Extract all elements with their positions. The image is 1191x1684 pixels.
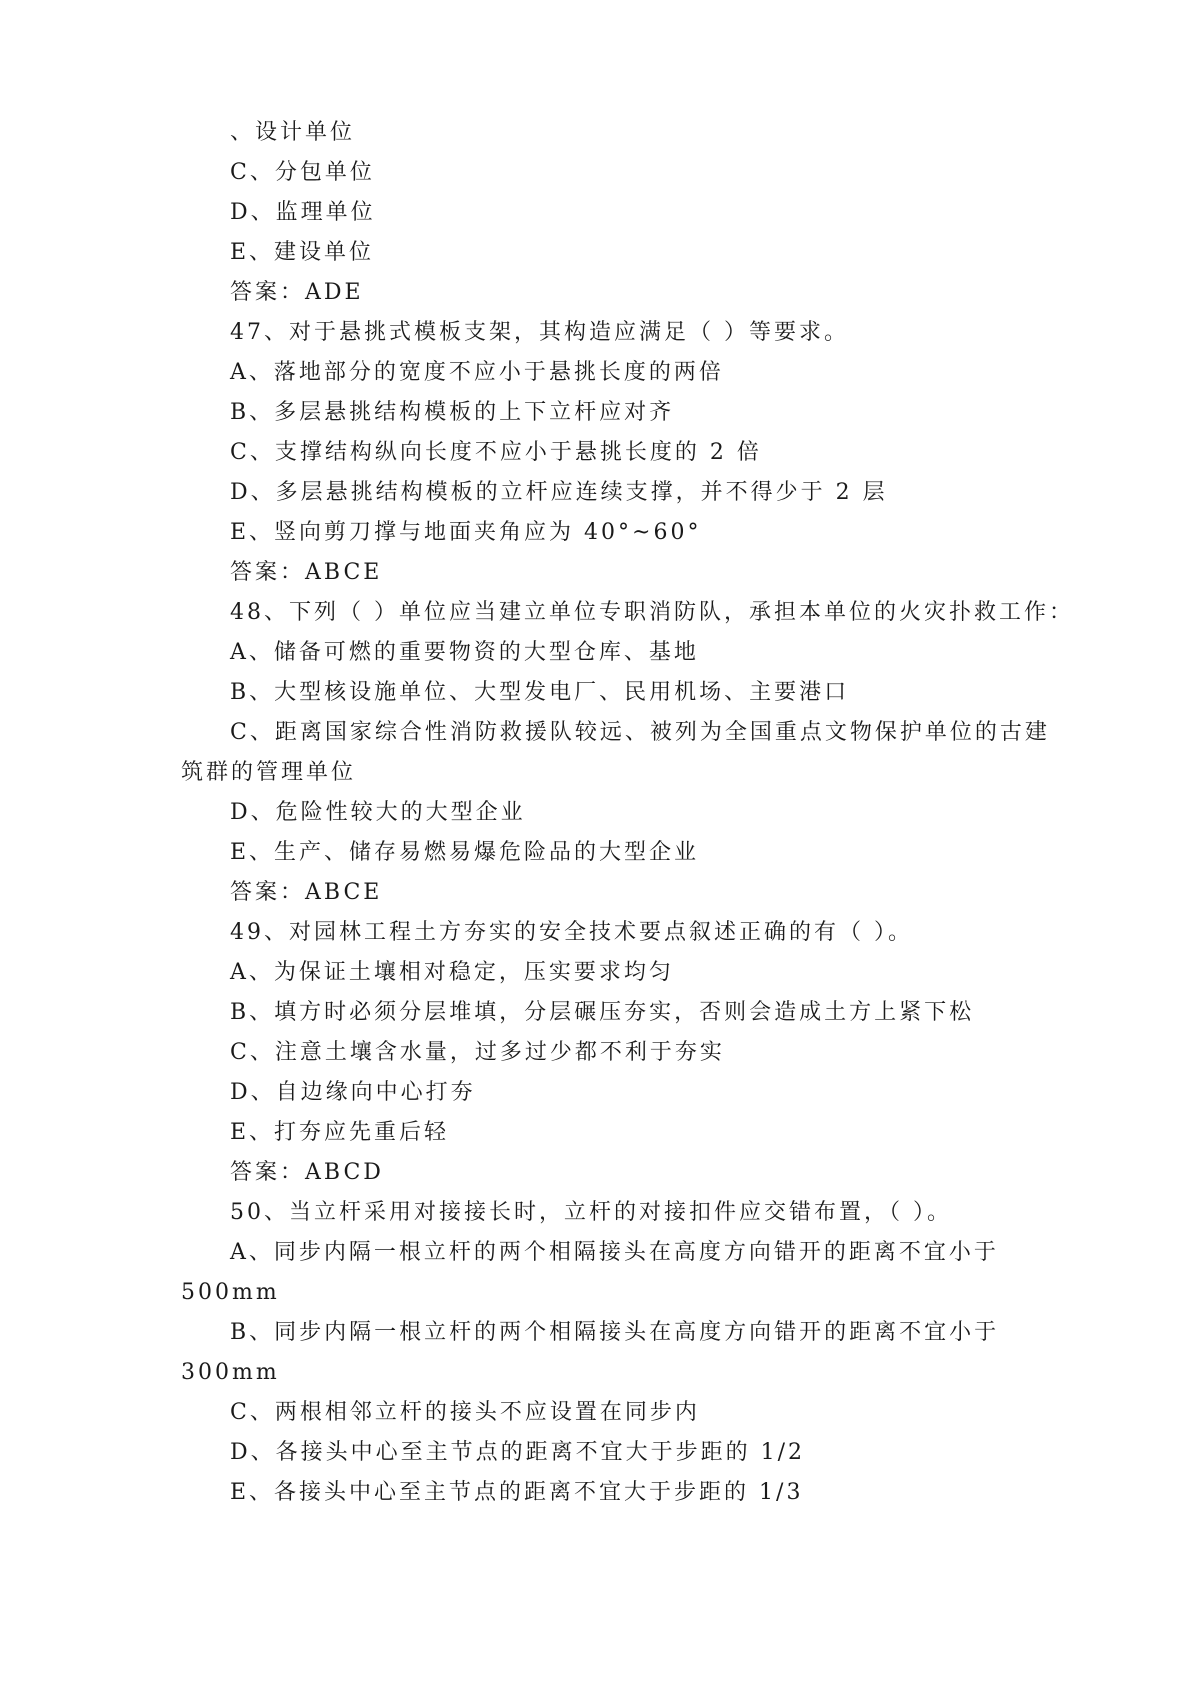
option-line: C、分包单位 — [230, 160, 375, 185]
option-line: C、两根相邻立杆的接头不应设置在同步内 — [230, 1400, 700, 1425]
option-line: B、同步内隔一根立杆的两个相隔接头在高度方向错开的距离不宜小于 — [230, 1320, 1000, 1345]
option-line: C、支撑结构纵向长度不应小于悬挑长度的 2 倍 — [230, 440, 762, 465]
option-line: A、为保证土壤相对稳定，压实要求均匀 — [230, 960, 674, 985]
option-line: E、竖向剪刀撑与地面夹角应为 40°~60° — [230, 520, 702, 545]
option-line-continued: 筑群的管理单位 — [181, 760, 357, 785]
option-line-continued: 500mm — [181, 1280, 280, 1305]
option-line: D、自边缘向中心打夯 — [230, 1080, 476, 1105]
option-line: E、打夯应先重后轻 — [230, 1120, 450, 1145]
option-line: D、各接头中心至主节点的距离不宜大于步距的 1/2 — [230, 1440, 806, 1465]
option-line: D、多层悬挑结构模板的立杆应连续支撑，并不得少于 2 层 — [230, 480, 888, 505]
option-line: C、注意土壤含水量，过多过少都不利于夯实 — [230, 1040, 725, 1065]
option-line: E、建设单位 — [230, 240, 375, 265]
option-line: A、同步内隔一根立杆的两个相隔接头在高度方向错开的距离不宜小于 — [230, 1240, 999, 1265]
option-line: E、各接头中心至主节点的距离不宜大于步距的 1/3 — [230, 1480, 804, 1505]
question-line: 50、当立杆采用对接接长时，立杆的对接扣件应交错布置，（ ）。 — [230, 1200, 952, 1225]
answer-line: 答案：ABCD — [230, 1160, 384, 1185]
answer-line: 答案：ABCE — [230, 880, 383, 905]
option-line: D、危险性较大的大型企业 — [230, 800, 526, 825]
option-line: B、多层悬挑结构模板的上下立杆应对齐 — [230, 400, 675, 425]
answer-line: 答案：ABCE — [230, 560, 383, 585]
option-line: 、设计单位 — [230, 120, 356, 145]
question-line: 48、下列（ ）单位应当建立单位专职消防队，承担本单位的火灾扑救工作： — [230, 600, 1074, 625]
option-line: D、监理单位 — [230, 200, 376, 225]
option-line: E、生产、储存易燃易爆危险品的大型企业 — [230, 840, 700, 865]
answer-line: 答案：ADE — [230, 280, 364, 305]
option-line: A、落地部分的宽度不应小于悬挑长度的两倍 — [230, 360, 724, 385]
question-line: 47、对于悬挑式模板支架，其构造应满足（ ）等要求。 — [230, 320, 849, 345]
option-line: C、距离国家综合性消防救援队较远、被列为全国重点文物保护单位的古建 — [230, 720, 1050, 745]
option-line: A、储备可燃的重要物资的大型仓库、基地 — [230, 640, 699, 665]
question-line: 49、对园林工程土方夯实的安全技术要点叙述正确的有（ ）。 — [230, 920, 913, 945]
option-line: B、填方时必须分层堆填，分层碾压夯实，否则会造成土方上紧下松 — [230, 1000, 975, 1025]
option-line-continued: 300mm — [181, 1360, 280, 1385]
option-line: B、大型核设施单位、大型发电厂、民用机场、主要港口 — [230, 680, 850, 705]
